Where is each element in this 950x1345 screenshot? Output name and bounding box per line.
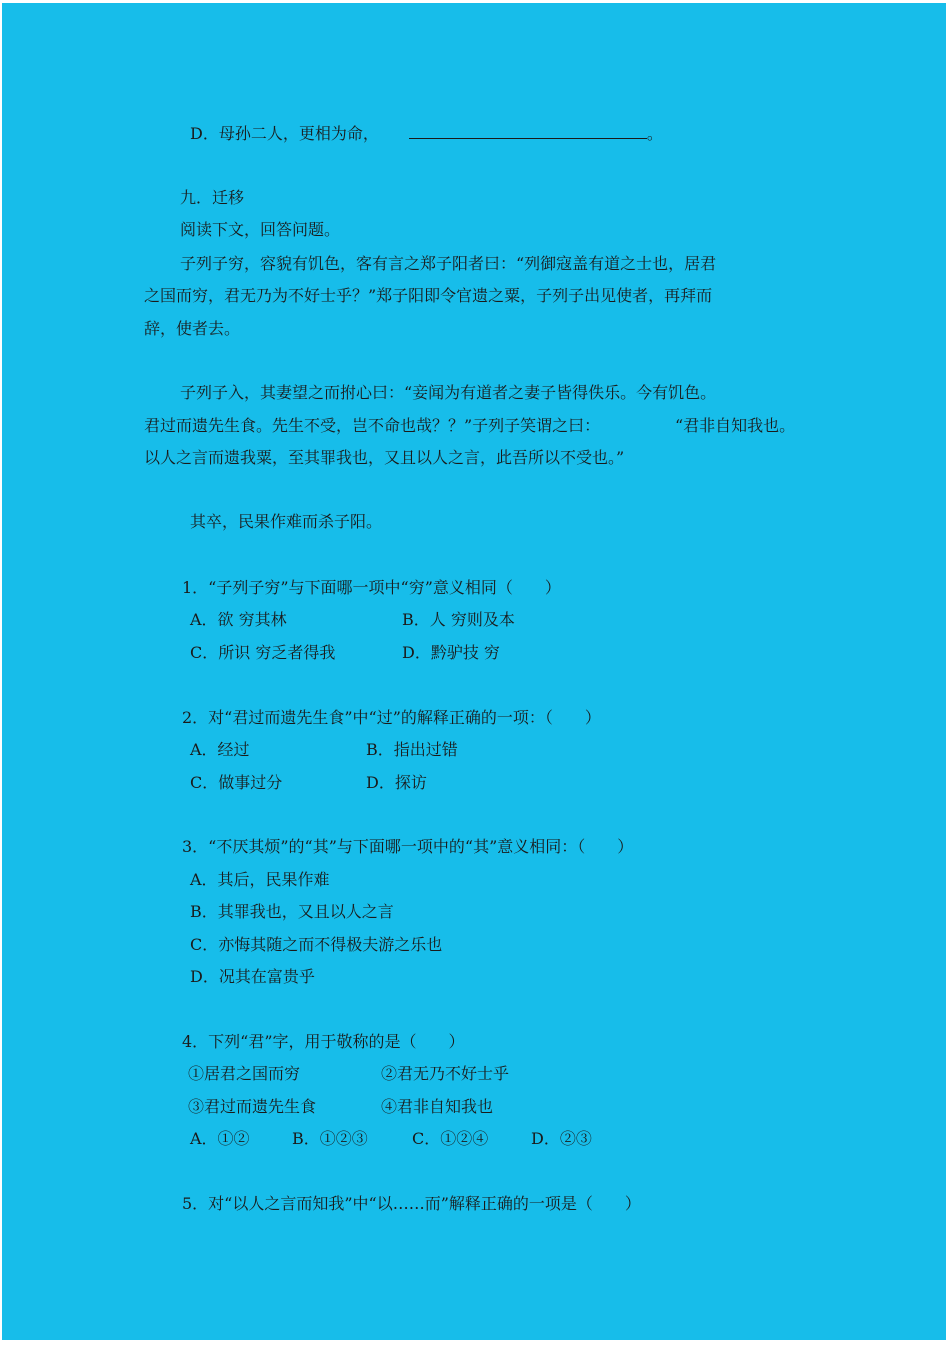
question-3-option-d: D．况其在富贵乎 — [190, 967, 315, 986]
question-3-stem: 3．“不厌其烦”的“其”与下面哪一项中的“其”意义相同：（ ） — [182, 837, 634, 856]
question-1-option-d: D．黔驴技 穷 — [402, 643, 500, 662]
question-4-item-1: ①居君之国而穷 — [188, 1064, 301, 1083]
passage-line: 之国而穷，君无乃为不好士乎？”郑子阳即令官遗之粟，子列子出见使者，再拜而 — [144, 286, 713, 305]
option-d-text: D．母孙二人，更相为命， — [190, 124, 379, 143]
passage-line: 辞，使者去。 — [144, 319, 241, 338]
question-1-option-b: B．人 穷则及本 — [402, 610, 515, 629]
option-d-sentence — [190, 124, 663, 144]
question-3-option-b: B．其罪我也，又且以人之言 — [190, 902, 394, 921]
passage-line: 其卒，民果作难而杀子阳。 — [190, 512, 383, 531]
section-instruction: 阅读下文，回答问题。 — [180, 220, 341, 239]
question-4-item-3: ③君过而遗先生食 — [188, 1097, 317, 1116]
question-1-option-a: A．欲 穷其林 — [190, 610, 287, 629]
passage-line: “君非自知我也。 — [675, 416, 796, 435]
question-4-option-c: C．①②④ — [412, 1129, 489, 1148]
question-4-option-b: B．①②③ — [292, 1129, 368, 1148]
blank-end-mark: 。 — [646, 124, 663, 143]
passage-line: 以人之言而遗我粟，至其罪我也，又且以人之言，此吾所以不受也。” — [144, 448, 625, 467]
question-4-item-2: ②君无乃不好士乎 — [381, 1064, 510, 1083]
question-4-item-4: ④君非自知我也 — [381, 1097, 494, 1116]
question-2-stem: 2．对“君过而遗先生食”中“过”的解释正确的一项：（ ） — [182, 708, 601, 727]
fill-in-blank — [409, 124, 647, 139]
passage-line: 君过而遗先生食。先生不受，岂不命也哉？？”子列子笑谓之曰： — [144, 416, 601, 435]
question-5-stem: 5．对“以人之言而知我”中“以……而”解释正确的一项是（ ） — [182, 1194, 641, 1213]
question-2-option-c: C．做事过分 — [190, 773, 283, 792]
question-3-option-c: C．亦悔其随之而不得极夫游之乐也 — [190, 935, 443, 954]
passage-line: 子列子入，其妻望之而拊心曰：“妾闻为有道者之妻子皆得佚乐。今有饥色。 — [180, 383, 717, 402]
document-page — [2, 3, 946, 1340]
question-3-option-a: A．其后，民果作难 — [190, 870, 330, 889]
question-2-option-b: B．指出过错 — [366, 740, 458, 759]
passage-line: 子列子穷，容貌有饥色，客有言之郑子阳者曰：“列御寇盖有道之士也，居君 — [180, 254, 717, 273]
section-title: 九．迁移 — [180, 188, 245, 207]
question-1-stem: 1．“子列子穷”与下面哪一项中“穷”意义相同（ ） — [182, 578, 561, 597]
question-4-option-d: D．②③ — [531, 1129, 592, 1148]
question-2-option-a: A．经过 — [190, 740, 250, 759]
question-4-option-a: A．①② — [190, 1129, 250, 1148]
question-2-option-d: D．探访 — [366, 773, 427, 792]
question-4-stem: 4．下列“君”字，用于敬称的是（ ） — [182, 1032, 465, 1051]
question-1-option-c: C．所识 穷乏者得我 — [190, 643, 336, 662]
